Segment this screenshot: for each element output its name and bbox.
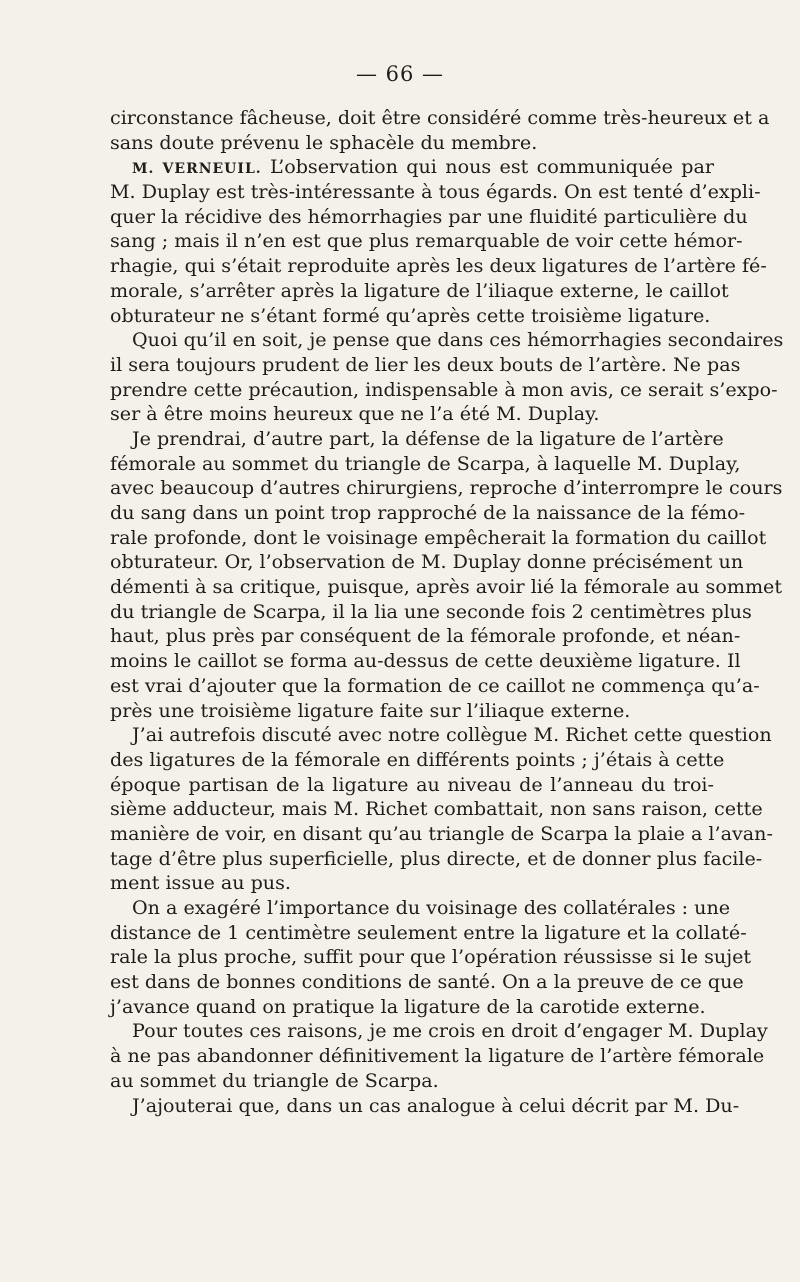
line-text: j’avance quand on pratique la ligature de la carotide externe.	[110, 994, 706, 1018]
line-text: fémorale au sommet du triangle de Scarpa, à laquelle M. Duplay,	[110, 451, 741, 475]
speaker-name: M. VERNEUIL.	[132, 161, 262, 178]
line-text: J’ajouterai que, dans un cas analogue à celui décrit par M. Du-	[132, 1093, 740, 1117]
text-line	[110, 476, 783, 501]
text-line	[110, 797, 763, 822]
line-text: est dans de bonnes conditions de santé. On a la preuve de ce que	[110, 970, 744, 994]
page-number: — 66 —	[355, 62, 445, 86]
text-line	[110, 673, 760, 699]
line-text: sième adducteur, mais M. Richet combattait, non sans raison, cette	[110, 797, 763, 821]
line-text: Pour toutes ces raisons, je me crois en droit d’engager M. Duplay	[132, 1019, 768, 1043]
text-line	[110, 402, 714, 427]
line-text: J’ai autrefois discuté avec notre collègue M. Richet cette question	[132, 723, 772, 747]
line-text: ser à être moins heureux que ne l’a été M. Duplay.	[110, 402, 600, 426]
text-line	[110, 773, 714, 798]
line-text: rhagie, qui s’était reproduite après les deux ligatures de l’artère fé-	[110, 254, 767, 278]
text-line	[110, 501, 746, 526]
text-line	[110, 649, 741, 674]
paragraph	[110, 723, 773, 896]
text-line	[110, 575, 783, 600]
text-line	[110, 550, 744, 575]
line-text: M. Duplay est très-intéressante à tous égards. On est tenté d’expli-	[110, 180, 761, 204]
text-line	[110, 229, 743, 254]
line-text: il sera toujours prudent de lier les deux bouts de l’artère. Ne pas	[110, 352, 741, 376]
text-line	[110, 995, 714, 1020]
line-text: démenti à sa critique, puisque, après avoir lié la fémorale au sommet	[110, 575, 783, 599]
line-text: du sang dans un point trop rapproché de la naissance de la fémo-	[110, 501, 746, 524]
line-text: On a exagéré l’importance du voisinage des collatérales : une	[132, 896, 731, 919]
line-text: haut, plus près par conséquent de la fémorale profonde, et néan-	[110, 624, 741, 648]
text-line	[110, 723, 772, 748]
line-text: sans doute prévenu le sphacèle du membre.	[110, 130, 538, 154]
text-line	[110, 871, 714, 896]
text-line	[110, 451, 741, 477]
line-text: rale la plus proche, suffit pour que l’opération réussisse si le sujet	[110, 945, 752, 969]
text-line	[110, 328, 784, 353]
text-line	[110, 945, 752, 970]
text-line	[110, 352, 741, 378]
line-text: du triangle de Scarpa, il la lia une seconde fois 2 centimètres plus	[110, 599, 752, 623]
text-line	[110, 624, 741, 649]
line-text: époque partisan de la ligature au niveau de l’anneau du troi-	[110, 772, 714, 796]
text-line	[110, 426, 724, 452]
text-line	[110, 1093, 740, 1119]
line-text: Je prendrai, d’autre part, la défense de la ligature de l’artère	[132, 426, 724, 450]
line-text: morale, s’arrêter après la ligature de l’iliaque externe, le caillot	[110, 278, 729, 302]
paragraph	[110, 1093, 740, 1119]
paragraph	[110, 106, 770, 155]
line-text: obturateur ne s’étant formé qu’après cette troisième ligature.	[110, 303, 711, 327]
line-text: des ligatures de la fémorale en différents points ; j’étais à cette	[110, 747, 725, 771]
text-line	[110, 896, 731, 921]
text-line	[110, 846, 763, 872]
paragraph	[110, 328, 784, 427]
line-text: manière de voir, en disant qu’au triangle de Scarpa la plaie a l’avan-	[110, 821, 773, 845]
text-line	[110, 1044, 765, 1069]
line-text: obturateur. Or, l’observation de M. Duplay donne précisément un	[110, 550, 744, 574]
line-text: sang ; mais il n’en est que plus remarquable de voir cette hémor-	[110, 229, 743, 253]
text-line	[110, 106, 770, 131]
line-text: au sommet du triangle de Scarpa.	[110, 1068, 439, 1092]
text-line	[110, 747, 725, 773]
text-line	[110, 821, 773, 847]
text-line	[110, 599, 752, 625]
line-text: près une troisième ligature faite sur l’iliaque externe.	[110, 698, 631, 722]
text-line	[110, 920, 747, 946]
text-line	[110, 131, 714, 156]
line-text: distance de 1 centimètre seulement entre la ligature et la collaté-	[110, 920, 747, 944]
body-text	[110, 106, 784, 1118]
text-line	[110, 304, 714, 329]
paragraph	[110, 1019, 768, 1093]
line-text: L’observation qui nous est communiquée par	[270, 155, 714, 179]
text-line	[110, 699, 714, 724]
text-line	[110, 377, 778, 403]
text-line	[110, 1019, 768, 1044]
text-line	[110, 204, 748, 230]
text-line	[110, 155, 714, 180]
line-text: ment issue au pus.	[110, 871, 291, 895]
text-line	[110, 254, 767, 279]
text-line	[110, 180, 761, 205]
paragraph	[110, 426, 783, 723]
line-text: circonstance fâcheuse, doit être considéré comme très-heureux et a	[110, 106, 770, 129]
line-text: avec beaucoup d’autres chirurgiens, reproche d’interrompre le cours	[110, 476, 783, 500]
text-line	[110, 278, 729, 304]
text-line	[110, 1069, 714, 1094]
line-text: moins le caillot se forma au-dessus de cette deuxième ligature. Il	[110, 649, 741, 673]
paragraph	[110, 896, 752, 1019]
text-line	[110, 525, 767, 551]
line-text: à ne pas abandonner définitivement la ligature de l’artère fémorale	[110, 1044, 765, 1068]
line-text: est vrai d’ajouter que la formation de ce caillot ne commença qu’a-	[110, 673, 760, 697]
text-line	[110, 970, 744, 995]
line-text: Quoi qu’il en soit, je pense que dans ces hémorrhagies secondaires	[132, 328, 784, 352]
line-text: rale profonde, dont le voisinage empêcherait la formation du caillot	[110, 525, 767, 549]
line-text: tage d’être plus superficielle, plus directe, et de donner plus facile-	[110, 846, 763, 870]
line-text: quer la récidive des hémorrhagies par une fluidité particulière du	[110, 204, 748, 228]
line-text: prendre cette précaution, indispensable à mon avis, ce serait s’expo-	[110, 377, 778, 401]
paragraph	[110, 155, 767, 328]
